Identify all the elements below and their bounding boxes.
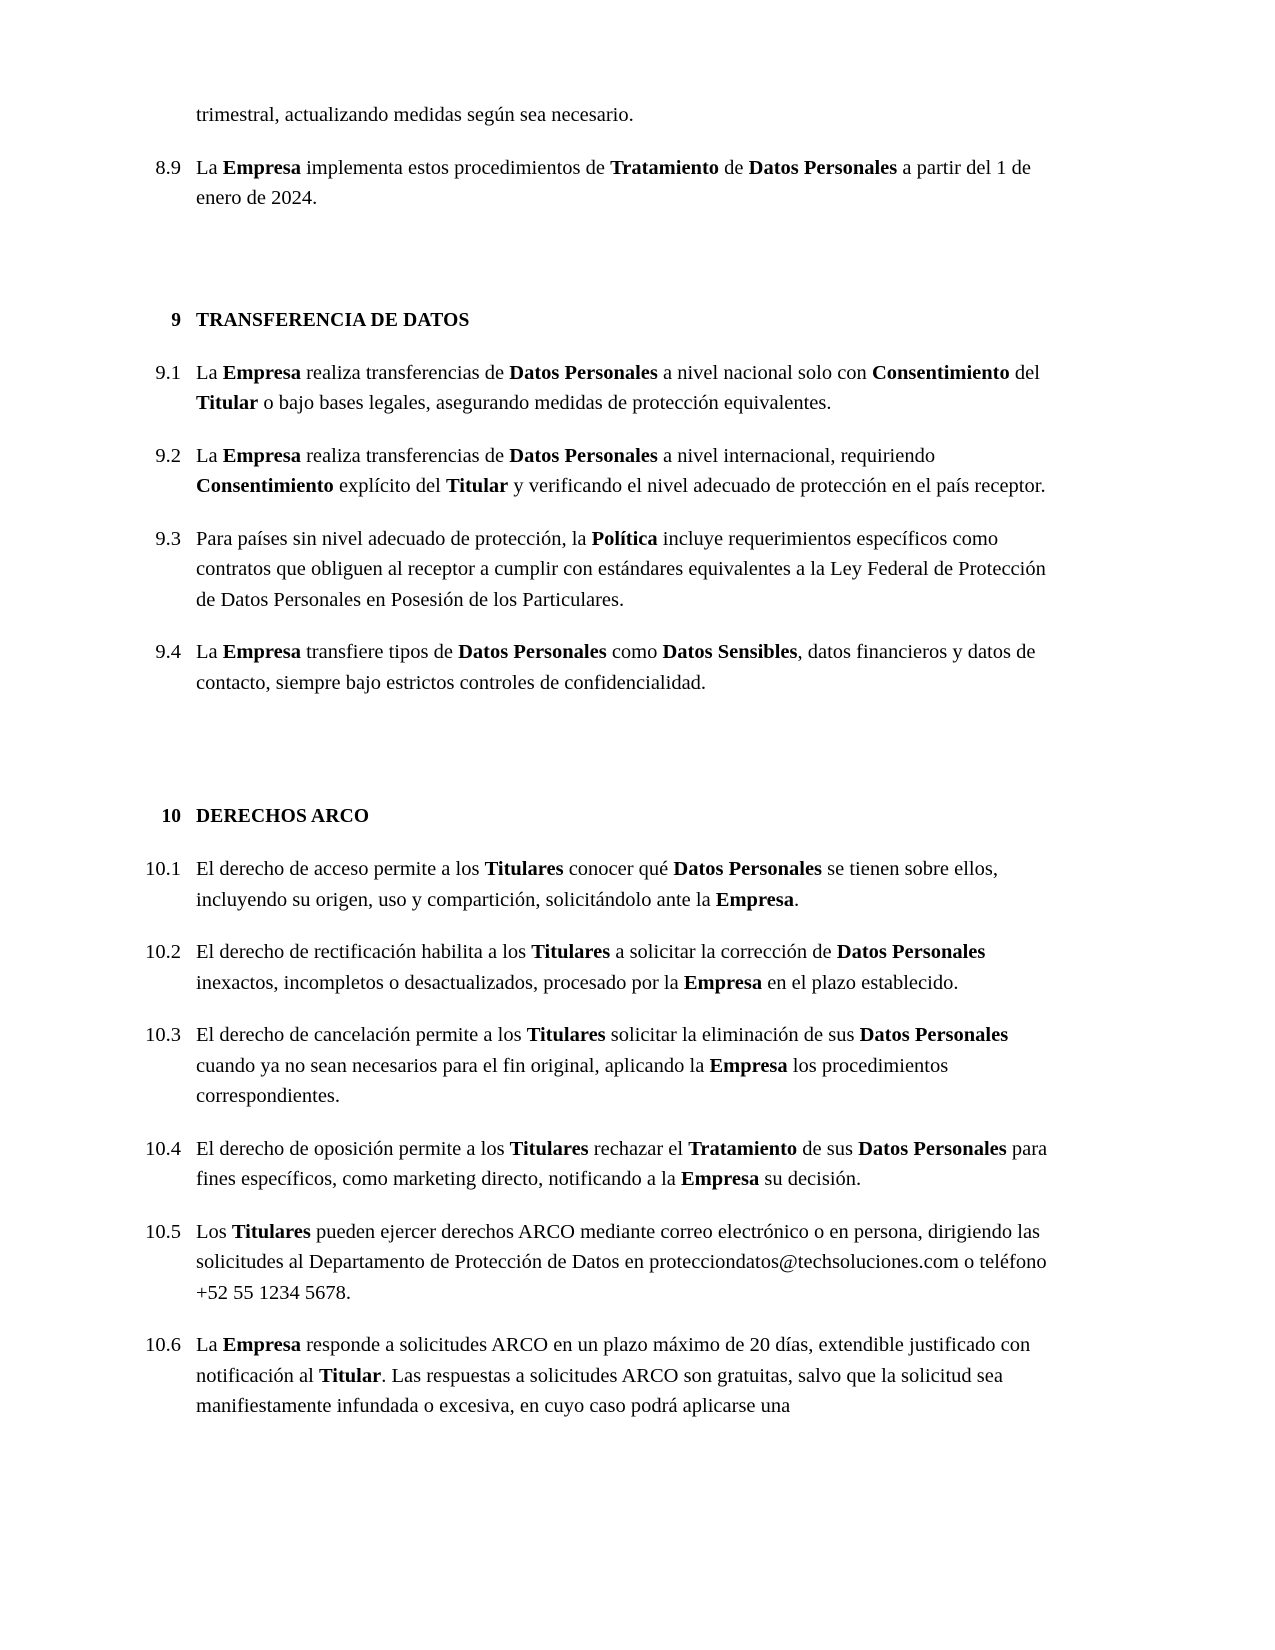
section-spacer [135,698,1070,750]
clause-number: 10.4 [145,1137,181,1160]
section-number: 10 [161,806,181,827]
clause-number: 9.2 [155,444,181,467]
clause-number: 10.3 [145,1024,181,1046]
clause-text: La Empresa realiza transferencias de Datos Personales a nivel nacional solo con Consentimiento del Titular o bajo bases legales, asegurando medidas de protección equivalentes. [196,361,1040,414]
clause-text: La Empresa realiza transferencias de Datos Personales a nivel internacional, requiriendo Consentimiento explícito del Titular y verificando el nivel adecuado de protección en el país receptor. [196,444,1046,497]
clause-10.1 [135,854,1070,915]
clause-text: La Empresa implementa estos procedimientos de Tratamiento de Datos Personales a partir del 1 de enero de 2024. [196,156,1032,209]
clause-text: El derecho de oposición permite a los Titulares rechazar el Tratamiento de sus Datos Personales para fines específicos, como marketing directo, notificando a la Empresa su decisión. [196,1137,1048,1190]
clause-10.4 [135,1134,1070,1195]
clause-text: Los Titulares pueden ejercer derechos ARCO mediante correo electrónico o en persona, dirigiendo las solicitudes al Departamento de Protección de Datos en protecciondatos@techsoluciones.com o teléfono +52 55 1234 5678. [196,1220,1047,1304]
clause-number: 9.1 [155,361,181,384]
clause-9.3 [135,524,1070,616]
clause-10.5 [135,1217,1070,1309]
clause-9.1 [135,358,1070,419]
section-heading-10 [135,802,1070,832]
section-spacer [135,214,1070,254]
clause-number: 9.4 [155,641,181,663]
continuation-paragraph: trimestral, actualizando medidas según sea necesario. [196,104,634,126]
clause-text: El derecho de rectificación habilita a los Titulares a solicitar la corrección de Datos Personales inexactos, incompletos o desactualizados, procesado por la Empresa en el plazo establecido. [196,941,986,994]
clause-text: La Empresa transfiere tipos de Datos Personales como Datos Sensibles, datos financieros y datos de contacto, siempre bajo estrictos controles de confidencialidad. [196,641,1036,694]
clause-number: 9.3 [155,527,181,550]
clause-number: 10.6 [145,1334,181,1356]
section-heading-9 [135,306,1070,336]
clause-text: El derecho de cancelación permite a los Titulares solicitar la eliminación de sus Datos Personales cuando ya no sean necesarios para el fin original, aplicando la Empresa los procedimientos correspondientes. [196,1024,1009,1107]
clause-number: 8.9 [155,156,181,179]
clause-number: 10.1 [145,858,181,880]
clause-list-pre-section-9 [135,153,1070,214]
clause-number: 10.2 [145,941,181,963]
clause-10.2 [135,937,1070,998]
clause-10.6 [135,1330,1070,1422]
section-spacer [135,1422,1070,1474]
clause-9.2 [135,441,1070,502]
clause-text: El derecho de acceso permite a los Titulares conocer qué Datos Personales se tienen sobre ellos, incluyendo su origen, uso y compartición, solicitándolo ante la Empresa. [196,858,998,911]
clause-8.9 [135,153,1070,214]
document-body [135,100,1070,1474]
section-number: 9 [171,309,181,331]
clause-9.4 [135,637,1070,698]
clause-number: 10.5 [145,1220,181,1243]
section-list [135,306,1070,1474]
clause-text: La Empresa responde a solicitudes ARCO en un plazo máximo de 20 días, extendible justificado con notificación al Titular. Las respuestas a solicitudes ARCO son gratuitas, salvo que la solicitud sea manifiestamente infundada o excesiva, en cuyo caso podrá aplicarse una [196,1334,1031,1417]
clause-10.3 [135,1020,1070,1112]
clause-text: Para países sin nivel adecuado de protección, la Política incluye requerimientos específicos como contratos que obliguen al receptor a cumplir con estándares equivalentes a la Ley Federal de Protección de Datos Personales en Posesión de los Particulares. [196,527,1046,611]
section-title: TRANSFERENCIA DE DATOS [196,309,470,331]
section-title: DERECHOS ARCO [196,806,370,827]
